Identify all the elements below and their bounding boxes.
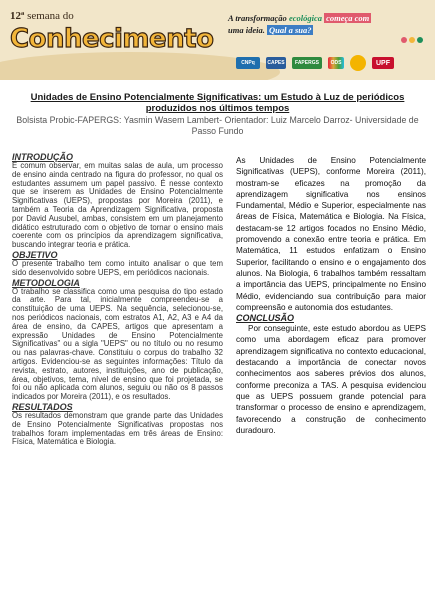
slogan-highlight: ecológica	[288, 13, 322, 23]
cnpq-logo: CNPq	[236, 57, 260, 69]
slogan-highlight: começa com	[326, 13, 370, 23]
section-heading-resultados: RESULTADOS	[12, 401, 73, 412]
section-heading-conclusao: CONCLUSÃO	[236, 313, 294, 324]
section-text-conclusao: Por conseguinte, este estudo abordou as UEPS como uma abordagem eficaz para promover aprendizagem significativa no contexto educacional, destacando a importância de conectar novos conhecimentos aos saberes prévios dos alunos, conforme preconiza a TAS. A pesquisa evidenciou que as UEPS possuem grande potencial para transformar o processo de ensino e aprendizagem, favorecendo a construção de conhecimento duradouro.	[236, 324, 426, 435]
fapergs-logo: FAPERGS	[292, 57, 322, 69]
event-edition	[10, 10, 74, 22]
section-heading-objetivo: OBJETIVO	[12, 249, 58, 260]
slogan-dots-decoration	[400, 34, 424, 46]
section-text-objetivo: O presente trabalho tem como intuito analisar o que tem sido desenvolvido sobre UEPS, em periódicos nacionais.	[12, 258, 223, 277]
section-heading-metodologia: METODOLOGIA	[12, 277, 80, 288]
event-slogan	[228, 12, 371, 36]
sponsor-logos	[236, 54, 394, 72]
upf-logo: UPF	[372, 57, 394, 69]
header-banner	[0, 0, 435, 80]
page-title: Unidades de Ensino Potencialmente Significativas: um Estudo à Luz de periódicos produzidos nos últimos tempos	[30, 92, 405, 114]
slogan-part: A transformação	[228, 13, 287, 23]
section-heading-introducao: INTRODUÇÃO	[12, 152, 73, 162]
authors-line: Bolsista Probic-FAPERGS: Yasmin Wasem Lambert- Orientador: Luiz Marcelo Darroz- Universidade de Passo Fundo	[16, 115, 419, 136]
event-label: semana do	[27, 10, 74, 22]
right-column	[236, 155, 426, 436]
left-column	[12, 152, 223, 447]
event-logo-text: Conhecimento	[10, 24, 214, 54]
slogan-highlight: Qual a sua?	[268, 25, 312, 35]
section-text-resultados-continued: As Unidades de Ensino Potencialmente Significativas (UEPS), conforme Moreira (2011), mostram-se eficazes na promoção da aprendizagem significativa nos ensinos Fundamental, Médio e Superior, especialmente nas áreas de Física, Matemática e Biologia. Na Física, destacam-se 12 artigos focados no Ensino Médio, promovendo a conexão entre teoria e prática. Em Matemática, 11 estudos enfatizam o Ensino Superior, facilitando o ensino e o engajamento dos alunos. Na Biologia, 6 trabalhos também ressaltam a importância das UEPS, principalmente no Ensino Médio, evidenciando sua contribuição para maior compreensão e autonomia dos estudantes.	[236, 156, 426, 312]
section-text-metodologia: O trabalho se classifica como uma pesquisa do tipo estado da arte. Para tal, inicialmente compreendeu-se a constituição de uma UEPS. Na sequência, selecionou-se, nos periódicos nacionais, com estratos A1, A2, A3 e A4 da área de ensino, da CAPES, artigos que apresentam a expressão Unidades de Ensino Potencialmente Significativas" ou a sigla "UEPS" ou no título ou no resumo ou nas palavras-chave. Constituiu o corpus do trabalho 32 artigos. Evidenciou-se as seguintes informações: Título da revista, estrato, autores, instituições, ano de publicação, área, objetivos, tema, nível de ensino que foi projetada, se foi ou não aplicada com alunos, seguiu ou não os 8 passos indicados por Moreira (2011), e os resultados.	[12, 286, 223, 402]
capes-logo: CAPES	[266, 57, 286, 69]
section-text-resultados: Os resultados demonstram que grande parte das Unidades de Ensino Potencialmente Significativas propostas nos trabalhos foram implementadas em três áreas de Ensino: Física, Matemática e Biologia.	[12, 410, 223, 447]
ods-logo: ODS	[328, 57, 344, 69]
slogan-part: uma ideia.	[228, 25, 265, 35]
section-text-introducao: É comum observar, em muitas salas de aula, um processo de ensino ainda centrado na figura do professor, no qual os estudantes assumem um papel passivo. É nesse contexto que se inserem as Unidades de Ensino Potencialmente Significativas (UEPS), propostas por Moreira (2011), e também a Teoria da Aprendizagem Significativa, proposta por David Ausubel, ambas, consistem em um planejamento didático estruturado com o objetivo de tornar o ensino mais coerente com os princípios da aprendizagem significativa, buscando integrar teoria e prática.	[12, 161, 223, 250]
sdg-wheel-icon	[350, 55, 366, 71]
event-number: 12ª	[10, 10, 25, 22]
